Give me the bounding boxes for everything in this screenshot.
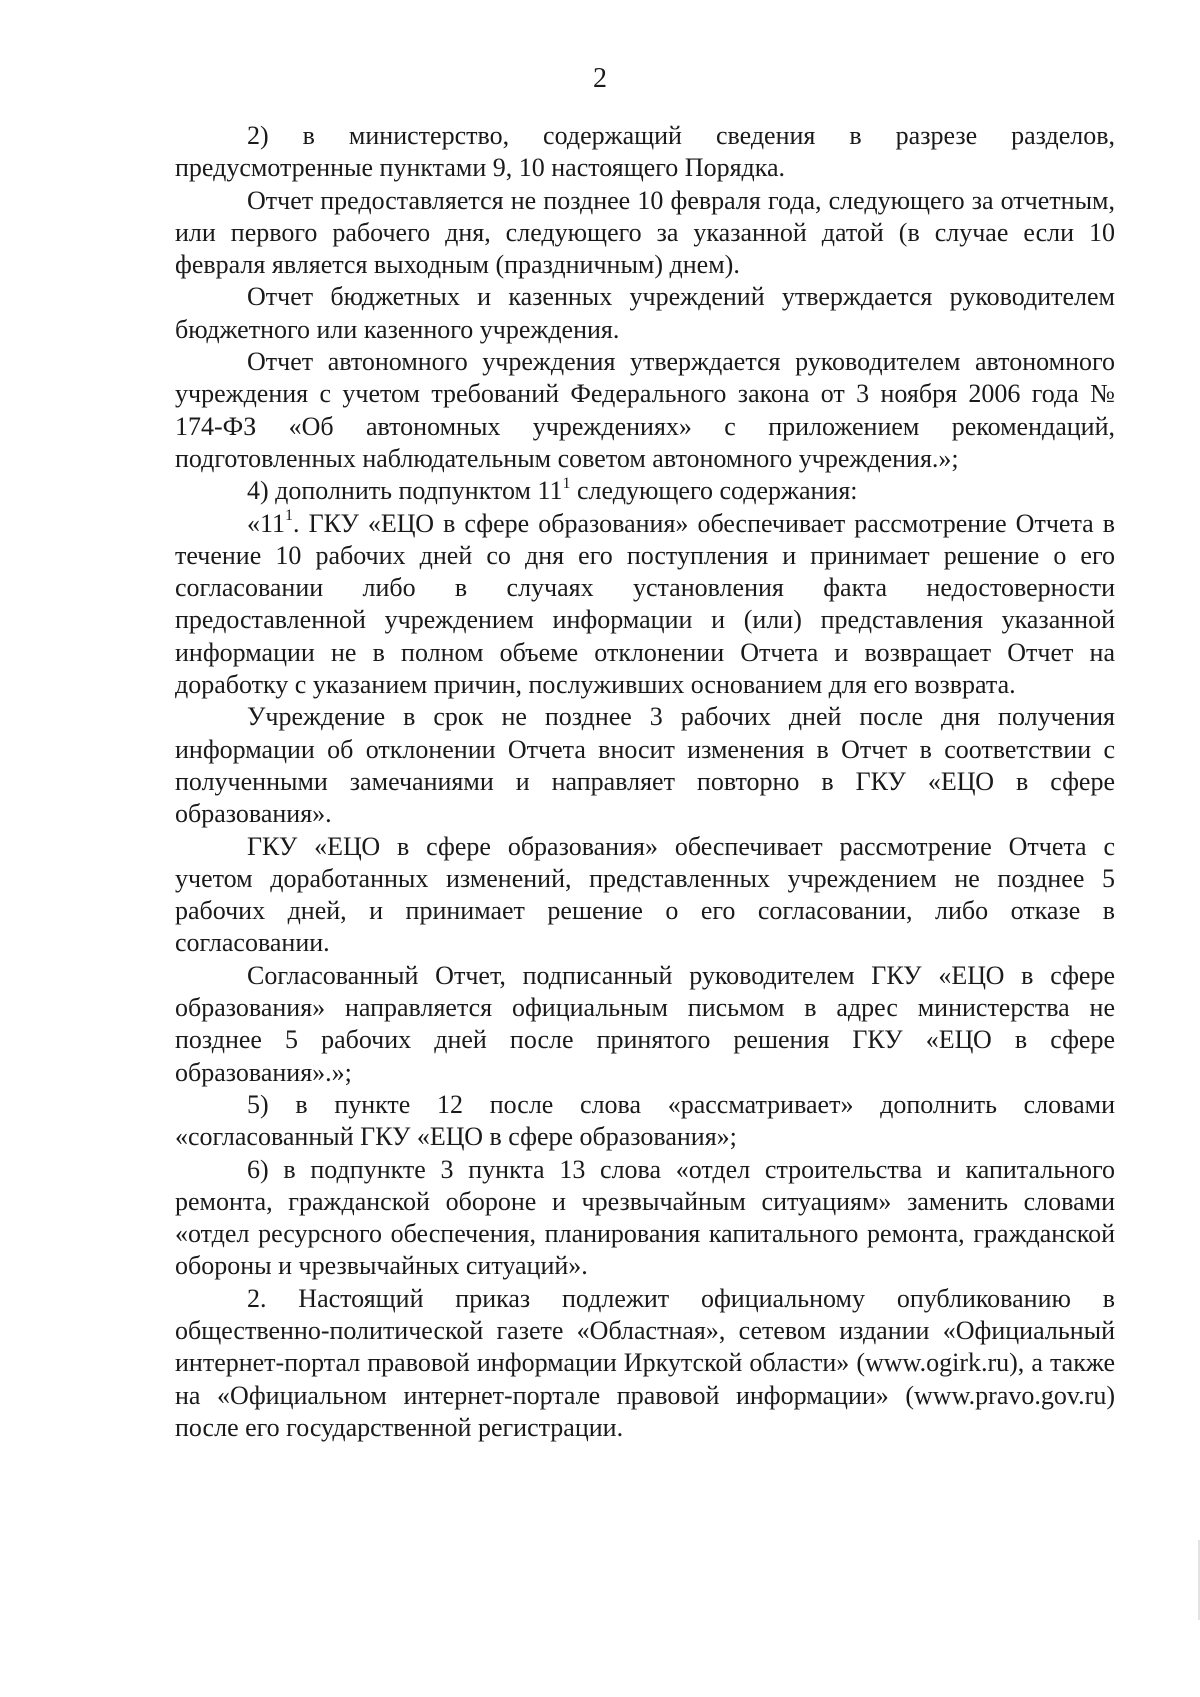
paragraph-amendment-6: 6) в подпункте 3 пункта 13 слова «отдел строительства и капитального ремонта, гражданской обороне и чрезвычайным ситуациям» заменить словами «отдел ресурсного обеспечения, планирования капитального ремонта, гражданской обороны и чрезвычайных ситуаций».	[175, 1154, 1115, 1281]
paragraph-clause-11-1	[175, 508, 1115, 702]
paragraph-report-deadline: Отчет предоставляется не позднее 10 февраля года, следующего за отчетным, или первого рабочего дня, следующего за указанной датой (в случае если 10 февраля является выходным (праздничным) днем).	[175, 185, 1115, 280]
superscript: 1	[562, 474, 571, 492]
clause-11-1-text: . ГКУ «ЕЦО в сфере образования» обеспечивает рассмотрение Отчета в течение 10 рабочих дней со дня его поступления и принимает решение о его согласовании либо в случаях установления факта недостоверности предоставленной учреждением информации и (или) представления указанной информации не в полном объеме отклонении Отчета и возвращает Отчет на доработку с указанием причин, послуживших основанием для его возврата.	[175, 508, 1115, 700]
paragraph-amendment-4	[175, 475, 1115, 507]
paragraph-institution-revision: Учреждение в срок не позднее 3 рабочих дней после дня получения информации об отклонении Отчета вносит изменения в Отчет в соответствии с полученными замечаниями и направляет повторно в ГКУ «ЕЦО в сфере образования».	[175, 702, 1115, 829]
paragraph-review-revised: ГКУ «ЕЦО в сфере образования» обеспечивает рассмотрение Отчета с учетом доработанных изменений, представленных учреждением не позднее 5 рабочих дней, и принимает решение о его согласовании, либо отказе в согласовании.	[175, 831, 1115, 958]
page-number: 2	[593, 63, 607, 94]
clause-11-1-start: «11	[247, 508, 286, 538]
paragraph-amendment-5: 5) в пункте 12 после слова «рассматривает» дополнить словами «согласованный ГКУ «ЕЦО в сфере образования»;	[175, 1089, 1115, 1152]
paragraph-item-2-ministry: 2) в министерство, содержащий сведения в разрезе разделов, предусмотренные пунктами 9, 10 настоящего Порядка.	[175, 121, 1115, 183]
superscript: 1	[285, 506, 294, 524]
document-body	[175, 120, 1115, 1444]
paragraph-publication: 2. Настоящий приказ подлежит официальному опубликованию в общественно-политической газете «Областная», сетевом издании «Официальный интернет-портал правовой информации Иркутской области» (www.ogirk.ru), а также на «Официальном интернет-портале правовой информации» (www.pravo.gov.ru) после его государственной регистрации.	[175, 1283, 1115, 1442]
paragraph-budget-approval: Отчет бюджетных и казенных учреждений утверждается руководителем бюджетного или казенного учреждения.	[175, 282, 1115, 344]
amendment-4-text-end: следующего содержания:	[570, 476, 858, 506]
amendment-4-text: 4) дополнить подпунктом 11	[247, 476, 563, 506]
paragraph-approved-report: Согласованный Отчет, подписанный руководителем ГКУ «ЕЦО в сфере образования» направляется официальным письмом в адрес министерства не позднее 5 рабочих дней после принятого решения ГКУ «ЕЦО в сфере образования».»;	[175, 960, 1115, 1087]
paragraph-autonomous-approval: Отчет автономного учреждения утверждается руководителем автономного учреждения с учетом требований Федерального закона от 3 ноября 2006 года № 174-ФЗ «Об автономных учреждениях» с приложением рекомендаций, подготовленных наблюдательным советом автономного учреждения.»;	[175, 347, 1115, 473]
